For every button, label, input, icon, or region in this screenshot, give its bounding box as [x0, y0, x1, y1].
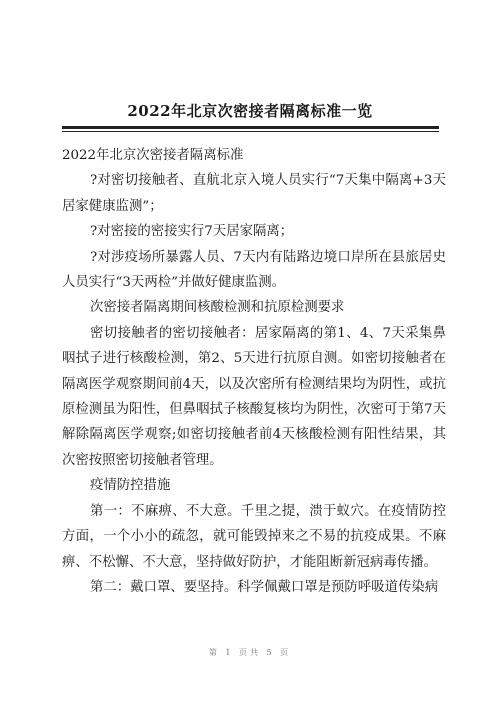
- paragraph: 第一：不麻痹、不大意。千里之提，溃于蚁穴。在疫情防控方面，一个小小的疏忽，就可能毁掉来之不易的抗疫成果。不麻痹、不松懈、不大意，坚持做好防护，才能阻断新冠病毒传播。: [62, 503, 446, 570]
- paragraph: 密切接触者的密切接触者：居家隔离的第1、4、7天采集鼻咽拭子进行核酸检测，第2、5天进行抗原自测。如密切接触者在隔离医学观察期间前4天，以及次密所有检测结果均为阴性，或抗原检测虽为阳性，但鼻咽拭子核酸复核均为阴性，次密可于第7天解除隔离医学观察;如密切接触者前4天核酸检测有阳性结果，其次密按照密切接触者管理。: [62, 325, 446, 468]
- paragraph: ?对涉疫场所暴露人员、7天内有陆路边境口岸所在县旅居史人员实行“3天两检”并做好健康监测。: [62, 249, 446, 291]
- paragraph: 第二：戴口罩、要坚持。科学佩戴口罩是预防呼吸道传染病: [90, 579, 439, 595]
- document-title: 2022年北京次密接者隔离标准一览: [127, 102, 373, 120]
- page-footer: 第 1 页共 5 页: [208, 648, 292, 657]
- paragraph: ?对密切接触者、直航北京入境人员实行“7天集中隔离+3天居家健康监测”；: [62, 173, 446, 214]
- paragraph: 疫情防控措施: [90, 478, 171, 494]
- title-rule-thin: [62, 131, 439, 132]
- document-body: [62, 143, 446, 600]
- title-rule-thick: [62, 126, 439, 129]
- paragraph: 次密接者隔离期间核酸检测和抗原检测要求: [90, 300, 345, 316]
- paragraph: ?对密接的密接实行7天居家隔离；: [90, 224, 294, 240]
- paragraph: 2022年北京次密接者隔离标准: [62, 148, 244, 163]
